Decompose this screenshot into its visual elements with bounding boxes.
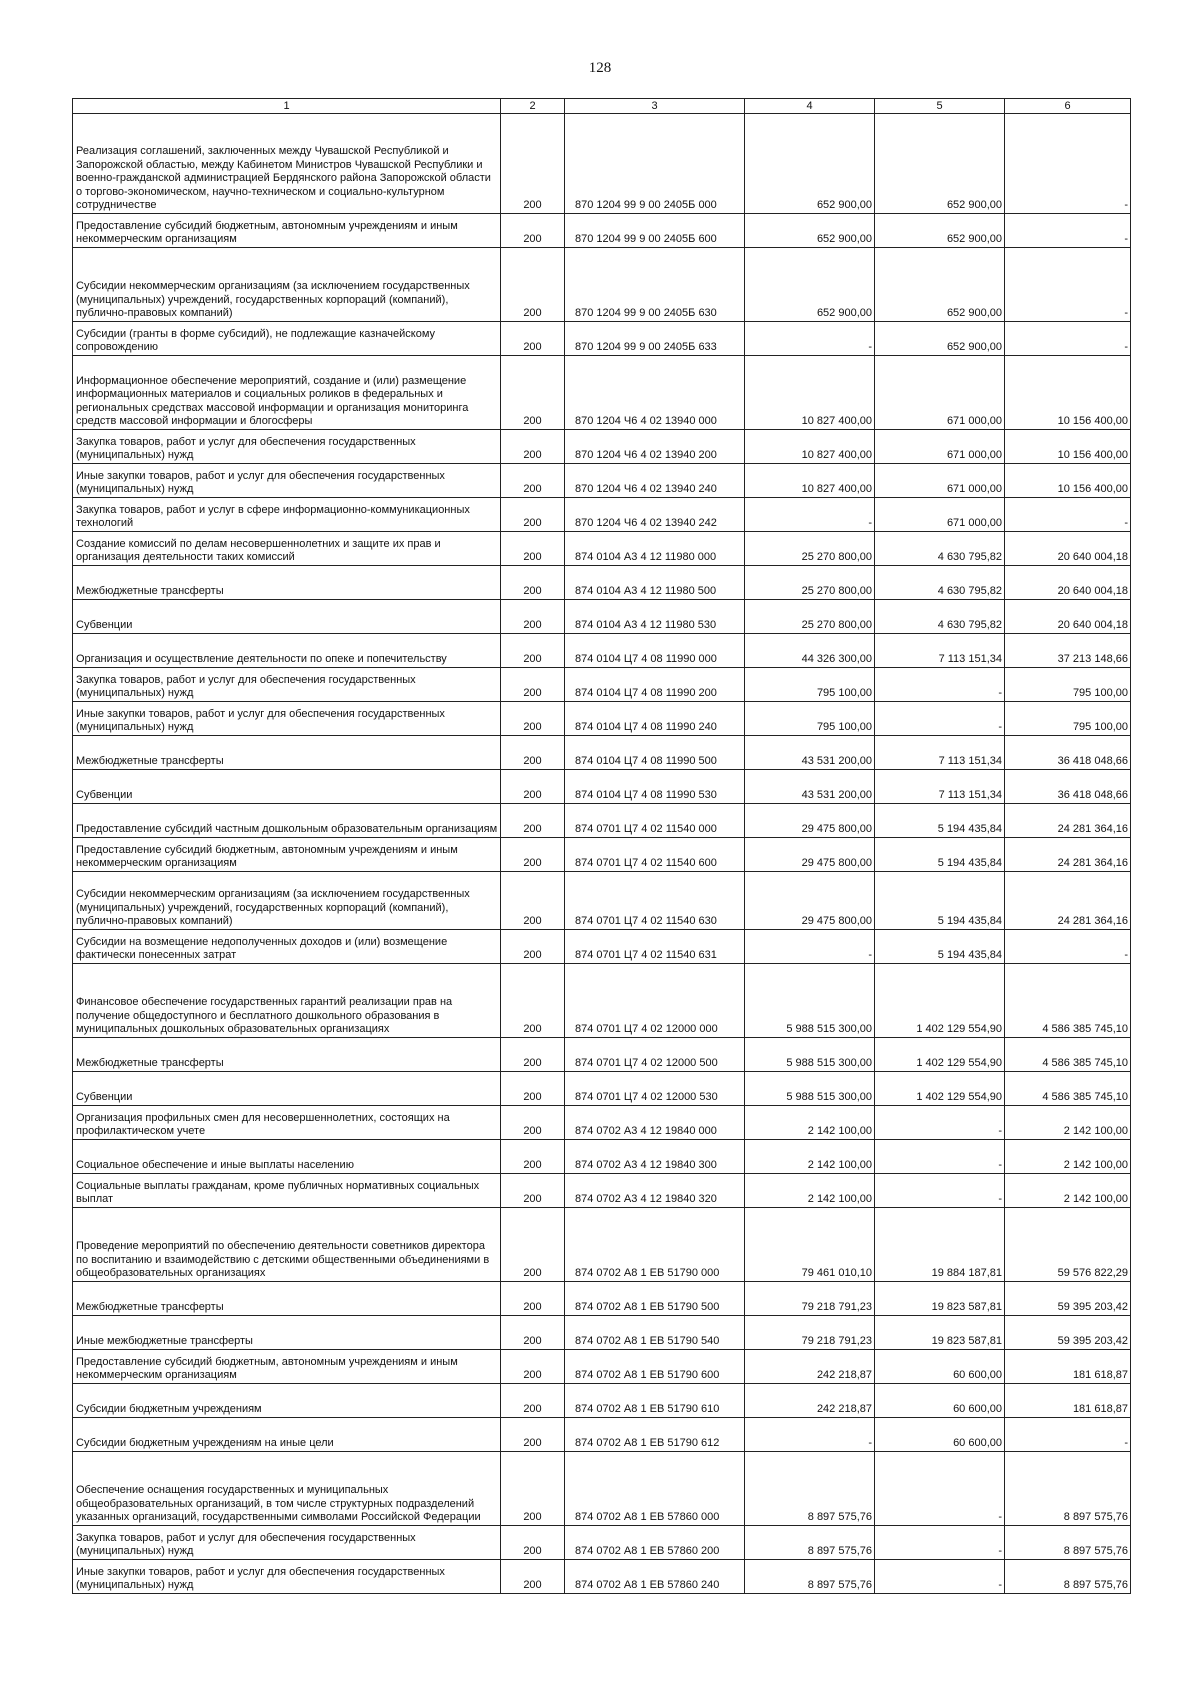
row-budget-code: 874 0702 А8 1 ЕВ 51790 600 bbox=[565, 1350, 745, 1384]
row-description: Иные закупки товаров, работ и услуг для обеспечения государственных (муниципальных) нужд bbox=[73, 1560, 501, 1594]
row-value-col6: 2 142 100,00 bbox=[1005, 1140, 1131, 1174]
row-code-group: 200 bbox=[501, 838, 565, 872]
row-value-col6: 795 100,00 bbox=[1005, 668, 1131, 702]
page-number: 128 bbox=[588, 60, 612, 76]
row-code-group: 200 bbox=[501, 248, 565, 322]
row-budget-code: 874 0701 Ц7 4 02 11540 000 bbox=[565, 804, 745, 838]
table-row bbox=[73, 1282, 1131, 1316]
row-value-col5: 19 884 187,81 bbox=[875, 1208, 1005, 1282]
row-code-group: 200 bbox=[501, 1384, 565, 1418]
table-row bbox=[73, 1384, 1131, 1418]
row-value-col6: 20 640 004,18 bbox=[1005, 532, 1131, 566]
row-value-col4: 44 326 300,00 bbox=[745, 634, 875, 668]
row-budget-code: 870 1204 99 9 00 2405Б 000 bbox=[565, 114, 745, 214]
row-description: Реализация соглашений, заключенных между Чувашской Республикой и Запорожской областью, между Кабинетом Министров Чувашской Республики и военно-гражданской администрацией Бердянского района Запорожской области о торгово-экономическом, научно-техническом и социально-культурном сотрудничестве bbox=[73, 114, 501, 214]
row-budget-code: 874 0702 А8 1 ЕВ 57860 200 bbox=[565, 1526, 745, 1560]
row-code-group: 200 bbox=[501, 430, 565, 464]
row-value-col6: 181 618,87 bbox=[1005, 1350, 1131, 1384]
row-value-col5: - bbox=[875, 702, 1005, 736]
row-value-col6: - bbox=[1005, 322, 1131, 356]
row-budget-code: 874 0702 А8 1 ЕВ 51790 612 bbox=[565, 1418, 745, 1452]
row-value-col5: 671 000,00 bbox=[875, 464, 1005, 498]
row-code-group: 200 bbox=[501, 1526, 565, 1560]
row-value-col4: 795 100,00 bbox=[745, 702, 875, 736]
row-code-group: 200 bbox=[501, 736, 565, 770]
row-description: Создание комиссий по делам несовершеннолетних и защите их прав и организация деятельности таких комиссий bbox=[73, 532, 501, 566]
row-value-col6: 36 418 048,66 bbox=[1005, 770, 1131, 804]
row-description: Социальное обеспечение и иные выплаты населению bbox=[73, 1140, 501, 1174]
row-value-col6: 59 576 822,29 bbox=[1005, 1208, 1131, 1282]
row-description: Закупка товаров, работ и услуг в сфере информационно-коммуникационных технологий bbox=[73, 498, 501, 532]
table-row bbox=[73, 322, 1131, 356]
row-value-col5: 7 113 151,34 bbox=[875, 634, 1005, 668]
row-value-col5: - bbox=[875, 1174, 1005, 1208]
row-value-col4: 652 900,00 bbox=[745, 214, 875, 248]
row-value-col4: 2 142 100,00 bbox=[745, 1174, 875, 1208]
row-code-group: 200 bbox=[501, 1174, 565, 1208]
table-row bbox=[73, 1038, 1131, 1072]
row-value-col5: 7 113 151,34 bbox=[875, 770, 1005, 804]
header-col-5: 5 bbox=[875, 99, 1005, 114]
table-row bbox=[73, 1140, 1131, 1174]
row-value-col4: 10 827 400,00 bbox=[745, 356, 875, 430]
row-code-group: 200 bbox=[501, 1350, 565, 1384]
row-code-group: 200 bbox=[501, 702, 565, 736]
row-code-group: 200 bbox=[501, 1038, 565, 1072]
row-value-col4: 242 218,87 bbox=[745, 1350, 875, 1384]
row-value-col6: 59 395 203,42 bbox=[1005, 1282, 1131, 1316]
table-row bbox=[73, 1208, 1131, 1282]
row-value-col5: 4 630 795,82 bbox=[875, 566, 1005, 600]
row-value-col5: 4 630 795,82 bbox=[875, 600, 1005, 634]
row-value-col4: 795 100,00 bbox=[745, 668, 875, 702]
row-description: Субвенции bbox=[73, 770, 501, 804]
row-code-group: 200 bbox=[501, 668, 565, 702]
row-code-group: 200 bbox=[501, 356, 565, 430]
row-description: Закупка товаров, работ и услуг для обеспечения государственных (муниципальных) нужд bbox=[73, 1526, 501, 1560]
row-description: Субвенции bbox=[73, 600, 501, 634]
row-value-col5: 5 194 435,84 bbox=[875, 838, 1005, 872]
row-value-col4: 29 475 800,00 bbox=[745, 804, 875, 838]
row-value-col6: - bbox=[1005, 498, 1131, 532]
table-row bbox=[73, 114, 1131, 214]
row-code-group: 200 bbox=[501, 634, 565, 668]
row-value-col4: 43 531 200,00 bbox=[745, 736, 875, 770]
table-row bbox=[73, 668, 1131, 702]
row-description: Закупка товаров, работ и услуг для обеспечения государственных (муниципальных) нужд bbox=[73, 430, 501, 464]
row-value-col5: 1 402 129 554,90 bbox=[875, 1038, 1005, 1072]
row-budget-code: 874 0702 А8 1 ЕВ 51790 610 bbox=[565, 1384, 745, 1418]
header-col-6: 6 bbox=[1005, 99, 1131, 114]
table-row bbox=[73, 430, 1131, 464]
row-value-col4: 652 900,00 bbox=[745, 114, 875, 214]
row-budget-code: 870 1204 99 9 00 2405Б 630 bbox=[565, 248, 745, 322]
row-value-col5: 671 000,00 bbox=[875, 430, 1005, 464]
row-budget-code: 874 0104 Ц7 4 08 11990 500 bbox=[565, 736, 745, 770]
row-value-col5: 671 000,00 bbox=[875, 498, 1005, 532]
row-code-group: 200 bbox=[501, 804, 565, 838]
row-value-col5: 1 402 129 554,90 bbox=[875, 1072, 1005, 1106]
row-description: Предоставление субсидий бюджетным, автономным учреждениям и иным некоммерческим организациям bbox=[73, 214, 501, 248]
row-description: Иные межбюджетные трансферты bbox=[73, 1316, 501, 1350]
row-description: Субсидии бюджетным учреждениям bbox=[73, 1384, 501, 1418]
row-value-col4: 5 988 515 300,00 bbox=[745, 1038, 875, 1072]
row-value-col6: 20 640 004,18 bbox=[1005, 600, 1131, 634]
row-value-col6: 20 640 004,18 bbox=[1005, 566, 1131, 600]
row-value-col5: 4 630 795,82 bbox=[875, 532, 1005, 566]
table-row bbox=[73, 1418, 1131, 1452]
row-value-col6: 4 586 385 745,10 bbox=[1005, 964, 1131, 1038]
row-budget-code: 874 0104 А3 4 12 11980 500 bbox=[565, 566, 745, 600]
row-value-col6: 795 100,00 bbox=[1005, 702, 1131, 736]
table-row bbox=[73, 356, 1131, 430]
row-budget-code: 870 1204 Ч6 4 02 13940 242 bbox=[565, 498, 745, 532]
table-row bbox=[73, 498, 1131, 532]
row-value-col4: - bbox=[745, 498, 875, 532]
row-value-col6: 2 142 100,00 bbox=[1005, 1174, 1131, 1208]
row-code-group: 200 bbox=[501, 1106, 565, 1140]
row-description: Межбюджетные трансферты bbox=[73, 566, 501, 600]
row-value-col4: 79 461 010,10 bbox=[745, 1208, 875, 1282]
row-description: Организация профильных смен для несовершеннолетних, состоящих на профилактическом учете bbox=[73, 1106, 501, 1140]
header-row bbox=[73, 99, 1131, 114]
row-budget-code: 874 0701 Ц7 4 02 11540 600 bbox=[565, 838, 745, 872]
table-row bbox=[73, 964, 1131, 1038]
row-budget-code: 874 0702 А8 1 ЕВ 57860 240 bbox=[565, 1560, 745, 1594]
row-value-col5: 5 194 435,84 bbox=[875, 872, 1005, 930]
row-value-col5: 60 600,00 bbox=[875, 1384, 1005, 1418]
row-budget-code: 874 0104 Ц7 4 08 11990 240 bbox=[565, 702, 745, 736]
row-budget-code: 874 0104 Ц7 4 08 11990 200 bbox=[565, 668, 745, 702]
table-row bbox=[73, 1350, 1131, 1384]
row-value-col4: 10 827 400,00 bbox=[745, 464, 875, 498]
row-value-col6: 8 897 575,76 bbox=[1005, 1452, 1131, 1526]
row-value-col4: - bbox=[745, 322, 875, 356]
table-row bbox=[73, 1526, 1131, 1560]
table-row bbox=[73, 1072, 1131, 1106]
row-code-group: 200 bbox=[501, 1452, 565, 1526]
row-description: Межбюджетные трансферты bbox=[73, 1282, 501, 1316]
row-value-col4: 8 897 575,76 bbox=[745, 1560, 875, 1594]
table-row bbox=[73, 464, 1131, 498]
row-value-col6: - bbox=[1005, 1418, 1131, 1452]
row-value-col6: 4 586 385 745,10 bbox=[1005, 1072, 1131, 1106]
row-value-col5: - bbox=[875, 1526, 1005, 1560]
row-value-col5: 5 194 435,84 bbox=[875, 804, 1005, 838]
row-budget-code: 874 0702 А8 1 ЕВ 51790 000 bbox=[565, 1208, 745, 1282]
row-value-col4: 25 270 800,00 bbox=[745, 566, 875, 600]
row-value-col4: 43 531 200,00 bbox=[745, 770, 875, 804]
row-budget-code: 874 0104 А3 4 12 11980 530 bbox=[565, 600, 745, 634]
row-description: Обеспечение оснащения государственных и муниципальных общеобразовательных организаций, в том числе структурных подразделений указанных организаций, государственными символами Российской Федерации bbox=[73, 1452, 501, 1526]
row-description: Субсидии некоммерческим организациям (за исключением государственных (муниципальных) учреждений, государственных корпораций (компаний), публично-правовых компаний) bbox=[73, 872, 501, 930]
row-code-group: 200 bbox=[501, 114, 565, 214]
row-code-group: 200 bbox=[501, 322, 565, 356]
row-value-col6: 8 897 575,76 bbox=[1005, 1526, 1131, 1560]
row-code-group: 200 bbox=[501, 1072, 565, 1106]
row-code-group: 200 bbox=[501, 1560, 565, 1594]
row-value-col5: - bbox=[875, 668, 1005, 702]
row-description: Субсидии бюджетным учреждениям на иные цели bbox=[73, 1418, 501, 1452]
row-code-group: 200 bbox=[501, 464, 565, 498]
row-value-col6: 24 281 364,16 bbox=[1005, 838, 1131, 872]
row-value-col6: 36 418 048,66 bbox=[1005, 736, 1131, 770]
row-value-col5: 19 823 587,81 bbox=[875, 1316, 1005, 1350]
row-value-col5: 652 900,00 bbox=[875, 114, 1005, 214]
row-code-group: 200 bbox=[501, 1140, 565, 1174]
row-budget-code: 870 1204 99 9 00 2405Б 600 bbox=[565, 214, 745, 248]
table-row bbox=[73, 736, 1131, 770]
row-value-col6: - bbox=[1005, 930, 1131, 964]
row-value-col5: 60 600,00 bbox=[875, 1418, 1005, 1452]
row-code-group: 200 bbox=[501, 1208, 565, 1282]
row-value-col4: 8 897 575,76 bbox=[745, 1526, 875, 1560]
row-code-group: 200 bbox=[501, 214, 565, 248]
row-code-group: 200 bbox=[501, 872, 565, 930]
row-value-col4: 25 270 800,00 bbox=[745, 600, 875, 634]
table-row bbox=[73, 214, 1131, 248]
row-description: Закупка товаров, работ и услуг для обеспечения государственных (муниципальных) нужд bbox=[73, 668, 501, 702]
row-budget-code: 874 0701 Ц7 4 02 11540 630 bbox=[565, 872, 745, 930]
row-code-group: 200 bbox=[501, 964, 565, 1038]
row-description: Субсидии некоммерческим организациям (за исключением государственных (муниципальных) учреждений, государственных корпораций (компаний), публично-правовых компаний) bbox=[73, 248, 501, 322]
row-value-col4: 29 475 800,00 bbox=[745, 872, 875, 930]
row-value-col5: 671 000,00 bbox=[875, 356, 1005, 430]
table-row bbox=[73, 1452, 1131, 1526]
row-budget-code: 874 0702 А3 4 12 19840 000 bbox=[565, 1106, 745, 1140]
row-value-col5: 7 113 151,34 bbox=[875, 736, 1005, 770]
row-value-col5: - bbox=[875, 1106, 1005, 1140]
row-description: Субвенции bbox=[73, 1072, 501, 1106]
row-value-col6: - bbox=[1005, 214, 1131, 248]
row-value-col6: 2 142 100,00 bbox=[1005, 1106, 1131, 1140]
row-description: Субсидии на возмещение недополученных доходов и (или) возмещение фактически понесенных затрат bbox=[73, 930, 501, 964]
row-value-col4: 25 270 800,00 bbox=[745, 532, 875, 566]
row-budget-code: 870 1204 99 9 00 2405Б 633 bbox=[565, 322, 745, 356]
row-value-col6: 10 156 400,00 bbox=[1005, 430, 1131, 464]
row-value-col5: 19 823 587,81 bbox=[875, 1282, 1005, 1316]
row-value-col5: 60 600,00 bbox=[875, 1350, 1005, 1384]
row-budget-code: 870 1204 Ч6 4 02 13940 000 bbox=[565, 356, 745, 430]
row-value-col4: 2 142 100,00 bbox=[745, 1106, 875, 1140]
row-value-col5: 652 900,00 bbox=[875, 322, 1005, 356]
row-budget-code: 874 0702 А3 4 12 19840 320 bbox=[565, 1174, 745, 1208]
table-row bbox=[73, 804, 1131, 838]
row-value-col4: 5 988 515 300,00 bbox=[745, 1072, 875, 1106]
row-code-group: 200 bbox=[501, 930, 565, 964]
table-row bbox=[73, 532, 1131, 566]
row-value-col4: 29 475 800,00 bbox=[745, 838, 875, 872]
row-value-col6: 24 281 364,16 bbox=[1005, 804, 1131, 838]
row-value-col4: 652 900,00 bbox=[745, 248, 875, 322]
table-row bbox=[73, 1106, 1131, 1140]
row-value-col6: 10 156 400,00 bbox=[1005, 356, 1131, 430]
budget-table bbox=[72, 98, 1131, 1594]
row-value-col4: 10 827 400,00 bbox=[745, 430, 875, 464]
row-value-col6: 59 395 203,42 bbox=[1005, 1316, 1131, 1350]
row-value-col4: 79 218 791,23 bbox=[745, 1282, 875, 1316]
row-description: Организация и осуществление деятельности по опеке и попечительству bbox=[73, 634, 501, 668]
table-row bbox=[73, 702, 1131, 736]
row-value-col5: 1 402 129 554,90 bbox=[875, 964, 1005, 1038]
row-description: Иные закупки товаров, работ и услуг для обеспечения государственных (муниципальных) нужд bbox=[73, 702, 501, 736]
row-description: Проведение мероприятий по обеспечению деятельности советников директора по воспитанию и взаимодействию с детскими общественными объединениями в общеобразовательных организациях bbox=[73, 1208, 501, 1282]
table-row bbox=[73, 600, 1131, 634]
row-description: Предоставление субсидий бюджетным, автономным учреждениям и иным некоммерческим организациям bbox=[73, 1350, 501, 1384]
row-description: Информационное обеспечение мероприятий, создание и (или) размещение информационных материалов и социальных роликов в федеральных и региональных средствах массовой информации и организация мониторинга средств массовой информации и блогосферы bbox=[73, 356, 501, 430]
header-col-3: 3 bbox=[565, 99, 745, 114]
row-budget-code: 874 0701 Ц7 4 02 12000 000 bbox=[565, 964, 745, 1038]
row-budget-code: 874 0702 А8 1 ЕВ 57860 000 bbox=[565, 1452, 745, 1526]
table-row bbox=[73, 872, 1131, 930]
row-budget-code: 874 0104 А3 4 12 11980 000 bbox=[565, 532, 745, 566]
row-value-col4: 5 988 515 300,00 bbox=[745, 964, 875, 1038]
row-budget-code: 874 0701 Ц7 4 02 11540 631 bbox=[565, 930, 745, 964]
header-col-2: 2 bbox=[501, 99, 565, 114]
row-budget-code: 870 1204 Ч6 4 02 13940 240 bbox=[565, 464, 745, 498]
row-budget-code: 874 0104 Ц7 4 08 11990 000 bbox=[565, 634, 745, 668]
row-value-col5: - bbox=[875, 1452, 1005, 1526]
header-col-4: 4 bbox=[745, 99, 875, 114]
row-budget-code: 874 0702 А3 4 12 19840 300 bbox=[565, 1140, 745, 1174]
table-row bbox=[73, 930, 1131, 964]
row-value-col6: - bbox=[1005, 114, 1131, 214]
row-value-col6: 24 281 364,16 bbox=[1005, 872, 1131, 930]
table-row bbox=[73, 634, 1131, 668]
table-row bbox=[73, 1560, 1131, 1594]
table-row bbox=[73, 1174, 1131, 1208]
row-budget-code: 874 0702 А8 1 ЕВ 51790 500 bbox=[565, 1282, 745, 1316]
row-value-col4: 79 218 791,23 bbox=[745, 1316, 875, 1350]
row-value-col6: 10 156 400,00 bbox=[1005, 464, 1131, 498]
row-budget-code: 870 1204 Ч6 4 02 13940 200 bbox=[565, 430, 745, 464]
row-code-group: 200 bbox=[501, 532, 565, 566]
row-budget-code: 874 0701 Ц7 4 02 12000 530 bbox=[565, 1072, 745, 1106]
row-description: Межбюджетные трансферты bbox=[73, 736, 501, 770]
table-row bbox=[73, 1316, 1131, 1350]
row-value-col4: - bbox=[745, 1418, 875, 1452]
row-budget-code: 874 0701 Ц7 4 02 12000 500 bbox=[565, 1038, 745, 1072]
row-value-col5: 5 194 435,84 bbox=[875, 930, 1005, 964]
row-code-group: 200 bbox=[501, 600, 565, 634]
row-value-col6: 37 213 148,66 bbox=[1005, 634, 1131, 668]
row-budget-code: 874 0702 А8 1 ЕВ 51790 540 bbox=[565, 1316, 745, 1350]
row-value-col5: - bbox=[875, 1560, 1005, 1594]
table-row bbox=[73, 770, 1131, 804]
row-value-col4: 8 897 575,76 bbox=[745, 1452, 875, 1526]
row-description: Иные закупки товаров, работ и услуг для обеспечения государственных (муниципальных) нужд bbox=[73, 464, 501, 498]
row-value-col5: 652 900,00 bbox=[875, 214, 1005, 248]
row-code-group: 200 bbox=[501, 1316, 565, 1350]
table-row bbox=[73, 838, 1131, 872]
row-value-col4: - bbox=[745, 930, 875, 964]
row-code-group: 200 bbox=[501, 498, 565, 532]
row-value-col4: 242 218,87 bbox=[745, 1384, 875, 1418]
table-row bbox=[73, 248, 1131, 322]
row-code-group: 200 bbox=[501, 770, 565, 804]
row-code-group: 200 bbox=[501, 1418, 565, 1452]
row-value-col6: - bbox=[1005, 248, 1131, 322]
row-description: Субсидии (гранты в форме субсидий), не подлежащие казначейскому сопровождению bbox=[73, 322, 501, 356]
row-description: Межбюджетные трансферты bbox=[73, 1038, 501, 1072]
row-code-group: 200 bbox=[501, 566, 565, 600]
row-value-col5: 652 900,00 bbox=[875, 248, 1005, 322]
header-col-1: 1 bbox=[73, 99, 501, 114]
row-description: Финансовое обеспечение государственных гарантий реализации прав на получение общедоступного и бесплатного дошкольного образования в муниципальных дошкольных образовательных организациях bbox=[73, 964, 501, 1038]
row-value-col6: 8 897 575,76 bbox=[1005, 1560, 1131, 1594]
row-value-col5: - bbox=[875, 1140, 1005, 1174]
row-value-col4: 2 142 100,00 bbox=[745, 1140, 875, 1174]
row-budget-code: 874 0104 Ц7 4 08 11990 530 bbox=[565, 770, 745, 804]
row-description: Предоставление субсидий бюджетным, автономным учреждениям и иным некоммерческим организациям bbox=[73, 838, 501, 872]
table-row bbox=[73, 566, 1131, 600]
row-code-group: 200 bbox=[501, 1282, 565, 1316]
row-value-col6: 181 618,87 bbox=[1005, 1384, 1131, 1418]
row-description: Предоставление субсидий частным дошкольным образовательным организациям bbox=[73, 804, 501, 838]
row-description: Социальные выплаты гражданам, кроме публичных нормативных социальных выплат bbox=[73, 1174, 501, 1208]
row-value-col6: 4 586 385 745,10 bbox=[1005, 1038, 1131, 1072]
